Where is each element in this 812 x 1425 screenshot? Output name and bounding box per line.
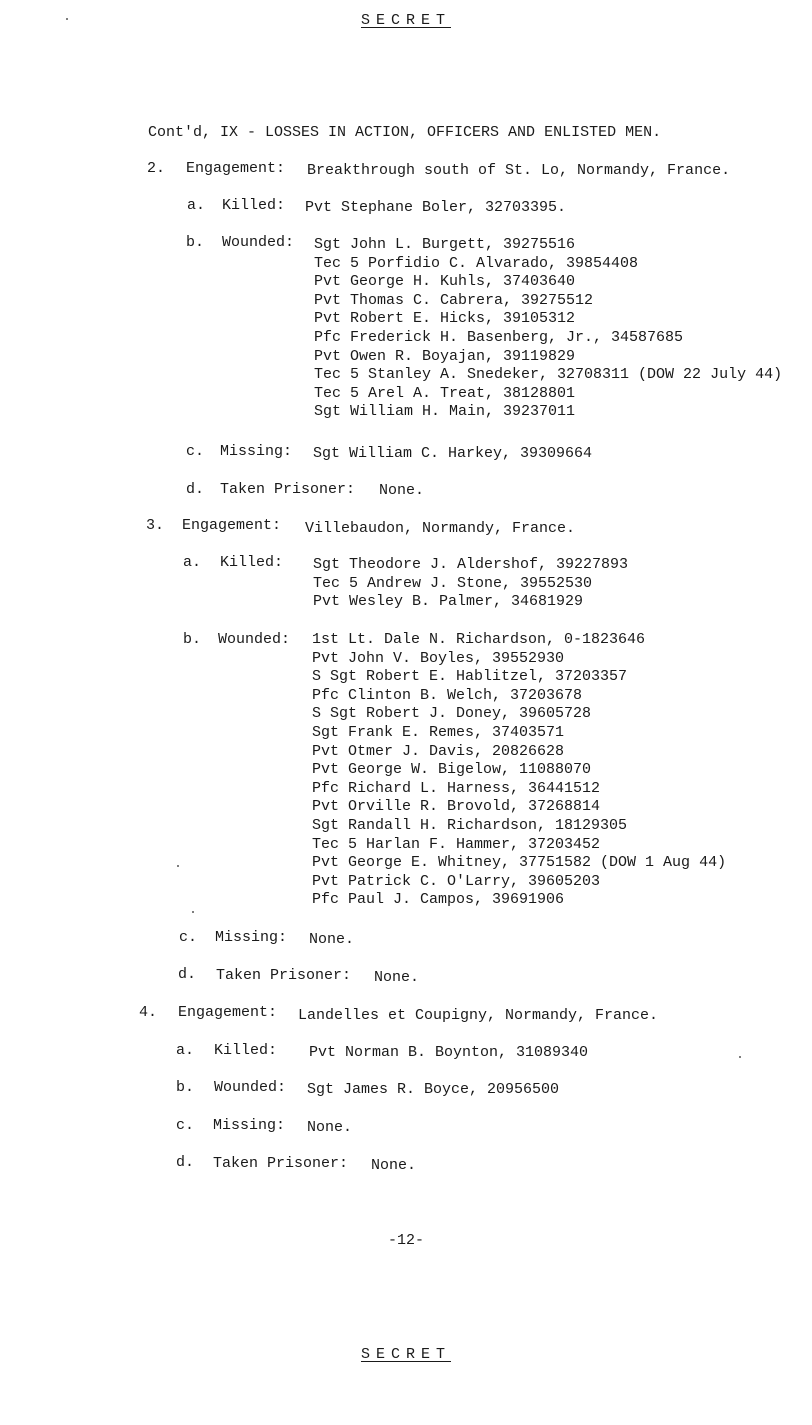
wounded-entry: Pvt Owen R. Boyajan, 39119829 (314, 347, 576, 365)
wounded-entry: Tec 5 Porfidio C. Alvarado, 39854408 (314, 254, 639, 272)
item-letter: d. (186, 481, 205, 498)
missing-label: Missing: (213, 1117, 286, 1134)
engagement-place: Villebaudon, Normandy, France. (305, 520, 576, 537)
engagement-number: 3. (146, 517, 165, 534)
wounded-entry: Pfc Frederick H. Basenberg, Jr., 34587685 (314, 328, 684, 346)
wounded-entry: Tec 5 Stanley A. Snedeker, 32708311 (DOW 22 July 44) (314, 366, 783, 384)
wounded-entry: Pvt Thomas C. Cabrera, 39275512 (314, 291, 594, 309)
killed-entry: Tec 5 Andrew J. Stone, 39552530 (313, 574, 593, 592)
scan-speck (739, 1056, 741, 1058)
wounded-entry: S Sgt Robert E. Hablitzel, 37203357 (312, 668, 628, 686)
wounded-entry: Sgt William H. Main, 39237011 (314, 403, 576, 421)
wounded-list (314, 236, 782, 422)
killed-entry: Pvt Norman B. Boynton, 31089340 (309, 1044, 589, 1061)
engagement-label: Engagement: (182, 517, 282, 534)
engagement-number: 2. (147, 160, 166, 177)
wounded-list (312, 631, 726, 910)
scan-speck (177, 865, 179, 867)
engagement-number: 4. (139, 1004, 158, 1021)
engagement-place: Landelles et Coupigny, Normandy, France. (298, 1007, 659, 1024)
wounded-entry: Sgt Randall H. Richardson, 18129305 (312, 816, 628, 834)
wounded-entry: Pvt George W. Bigelow, 11088070 (312, 761, 592, 779)
wounded-entry: Tec 5 Harlan F. Hammer, 37203452 (312, 835, 601, 853)
wounded-entry: Pvt George H. Kuhls, 37403640 (314, 273, 576, 291)
wounded-entry: 1st Lt. Dale N. Richardson, 0-1823646 (312, 631, 646, 648)
wounded-label: Wounded: (222, 234, 295, 251)
wounded-entry: S Sgt Robert J. Doney, 39605728 (312, 705, 592, 723)
wounded-entry: Pvt Otmer J. Davis, 20826628 (312, 742, 565, 760)
prisoner-value: None. (374, 969, 420, 986)
wounded-entry: Sgt Frank E. Remes, 37403571 (312, 723, 565, 741)
item-letter: d. (178, 966, 197, 983)
item-letter: a. (176, 1042, 195, 1059)
item-letter: d. (176, 1154, 195, 1171)
item-letter: a. (187, 197, 206, 214)
wounded-entry: Tec 5 Arel A. Treat, 38128801 (314, 384, 576, 402)
wounded-entry: Pfc Richard L. Harness, 36441512 (312, 779, 601, 797)
wounded-entry: Pvt Robert E. Hicks, 39105312 (314, 310, 576, 328)
item-letter: b. (183, 631, 202, 648)
page-number: -12- (387, 1232, 424, 1249)
killed-entry: Pvt Stephane Boler, 32703395. (305, 199, 567, 216)
prisoner-label: Taken Prisoner: (213, 1155, 349, 1172)
engagement-label: Engagement: (186, 160, 286, 177)
wounded-label: Wounded: (214, 1079, 287, 1096)
item-letter: b. (186, 234, 205, 251)
wounded-entry: Pfc Paul J. Campos, 39691906 (312, 891, 565, 909)
killed-list (313, 556, 628, 612)
missing-value: None. (309, 931, 355, 948)
missing-label: Missing: (220, 443, 293, 460)
wounded-entry: Pvt John V. Boyles, 39552930 (312, 649, 565, 667)
killed-label: Killed: (222, 197, 286, 214)
prisoner-value: None. (371, 1157, 417, 1174)
item-letter: a. (183, 554, 202, 571)
section-header: Cont'd, IX - LOSSES IN ACTION, OFFICERS AND ENLISTED MEN. (148, 124, 662, 141)
item-letter: c. (179, 929, 198, 946)
missing-value: None. (307, 1119, 353, 1136)
prisoner-label: Taken Prisoner: (216, 967, 352, 984)
classification-header: SECRET (360, 12, 451, 29)
wounded-entry: Pvt Orville R. Brovold, 37268814 (312, 798, 601, 816)
missing-value: Sgt William C. Harkey, 39309664 (313, 445, 593, 462)
item-letter: c. (186, 443, 205, 460)
wounded-entry: Pvt Patrick C. O'Larry, 39605203 (312, 872, 601, 890)
wounded-entry: Pvt George E. Whitney, 37751582 (DOW 1 Aug 44) (312, 854, 727, 872)
scan-speck (66, 18, 68, 20)
wounded-label: Wounded: (218, 631, 291, 648)
classification-footer: SECRET (360, 1346, 451, 1363)
killed-entry: Sgt Theodore J. Aldershof, 39227893 (313, 556, 629, 573)
item-letter: b. (176, 1079, 195, 1096)
engagement-place: Breakthrough south of St. Lo, Normandy, France. (307, 162, 731, 179)
missing-label: Missing: (215, 929, 288, 946)
killed-entry: Pvt Wesley B. Palmer, 34681929 (313, 593, 584, 611)
wounded-entry: Pfc Clinton B. Welch, 37203678 (312, 686, 583, 704)
engagement-label: Engagement: (178, 1004, 278, 1021)
killed-label: Killed: (214, 1042, 278, 1059)
wounded-entry: Sgt James R. Boyce, 20956500 (307, 1081, 560, 1098)
prisoner-value: None. (379, 482, 425, 499)
scan-speck (192, 911, 194, 913)
prisoner-label: Taken Prisoner: (220, 481, 356, 498)
item-letter: c. (176, 1117, 195, 1134)
killed-label: Killed: (220, 554, 284, 571)
wounded-entry: Sgt John L. Burgett, 39275516 (314, 236, 576, 253)
